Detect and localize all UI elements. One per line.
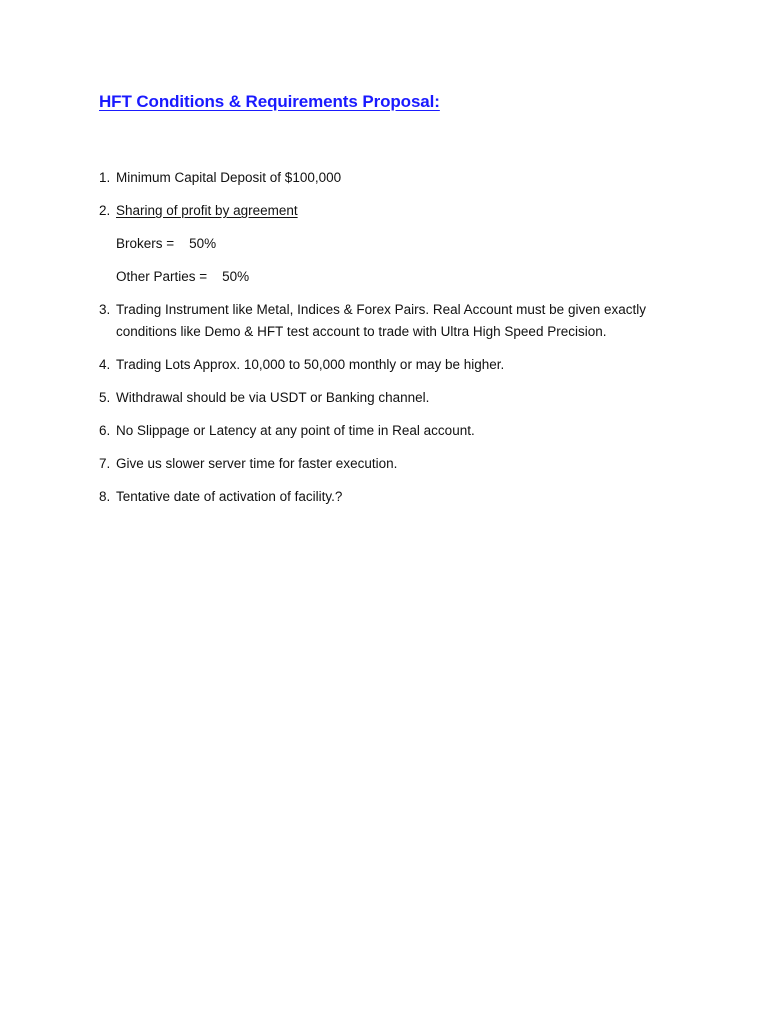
item-number: 1. [99,170,111,185]
profit-split-other-parties: Other Parties = 50% [116,269,250,284]
item-text: Trading Lots Approx. 10,000 to 50,000 monthly or may be higher. [116,357,505,372]
item-text: Sharing of profit by agreement [116,203,298,218]
item-text: Withdrawal should be via USDT or Banking channel. [116,390,430,405]
item-text: Trading Instrument like Metal, Indices & Forex Pairs. Real Account must be given exactly conditions like Demo & HFT test account to trade with Ultra High Speed Precision. [116,302,646,339]
item-number: 2. [99,203,111,218]
item-text: Give us slower server time for faster execution. [116,456,398,471]
item-text: Tentative date of activation of facility.? [116,489,343,504]
item-number: 7. [99,456,111,471]
profit-split-brokers: Brokers = 50% [116,236,217,251]
requirements-list [99,167,679,519]
list-item [99,387,679,409]
item-number: 8. [99,489,111,504]
list-item [99,167,679,189]
list-item [99,299,679,343]
list-item [99,200,679,222]
item-number: 6. [99,423,111,438]
item-number: 4. [99,357,111,372]
item-text: Minimum Capital Deposit of $100,000 [116,170,342,185]
item-number: 3. [99,302,111,317]
list-item [99,486,679,508]
list-item [99,420,679,442]
item-number: 5. [99,390,111,405]
item-text: No Slippage or Latency at any point of time in Real account. [116,423,475,438]
list-item [99,453,679,475]
document-title: HFT Conditions & Requirements Proposal: [99,92,440,111]
list-item [99,354,679,376]
